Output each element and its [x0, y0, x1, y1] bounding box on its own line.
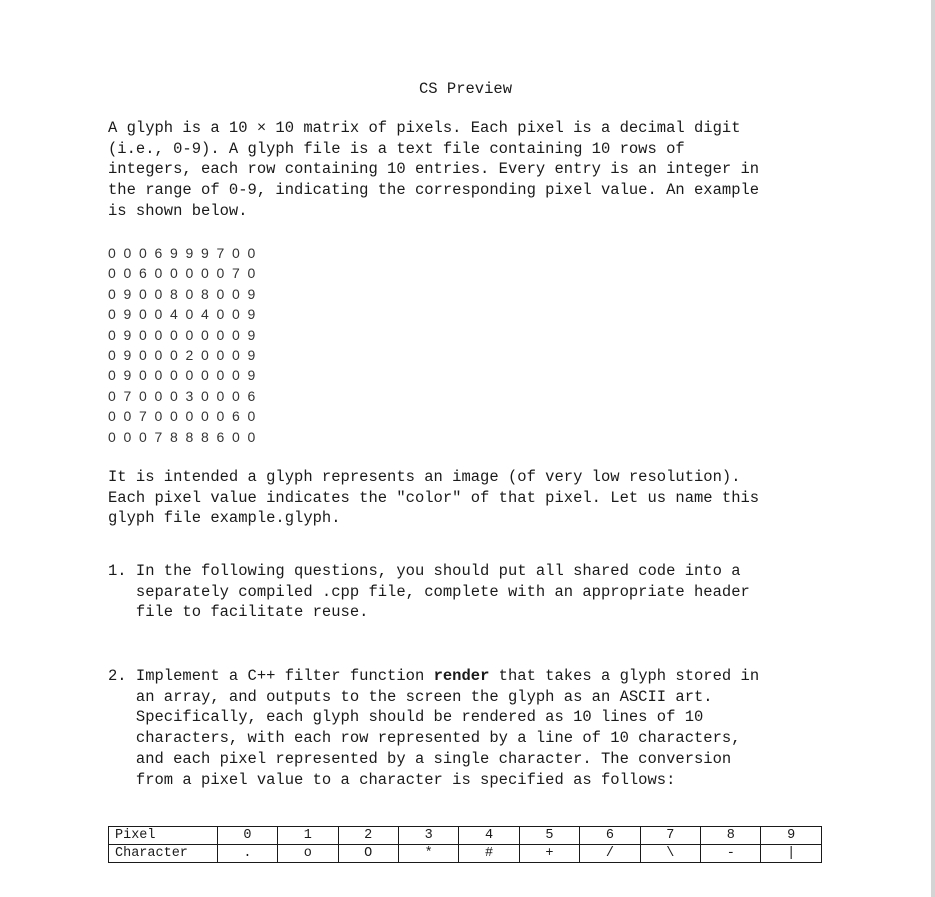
character-cell: *: [398, 845, 458, 863]
question-2-line: and each pixel represented by a single character. The conversion: [108, 749, 732, 768]
character-row: [109, 845, 822, 863]
page-edge: [931, 0, 935, 897]
page-title: CS Preview: [418, 80, 512, 98]
matrix-cell: 9: [201, 245, 209, 261]
question-2-line: from a pixel value to a character is specified as follows:: [108, 770, 676, 789]
matrix-cell: 0: [201, 387, 209, 404]
matrix-cell: 0: [108, 408, 116, 425]
question-2-prefix: 2. Implement a C++ filter function: [108, 667, 434, 685]
matrix-cell: 0: [185, 265, 194, 282]
matrix-cell: 0: [216, 326, 225, 343]
matrix-cell: 9: [123, 367, 132, 384]
matrix-row: [108, 345, 263, 365]
matrix-cell: 0: [108, 326, 116, 343]
matrix-cell: 0: [185, 367, 194, 384]
matrix-cell: 0: [201, 326, 209, 343]
matrix-cell: 0: [139, 245, 147, 261]
matrix-cell: 9: [123, 306, 132, 323]
matrix-cell: 7: [216, 245, 225, 261]
matrix-cell: 0: [108, 346, 116, 363]
matrix-cell: 9: [123, 285, 132, 302]
intro-line: (i.e., 0-9). A glyph file is a text file containing 10 rows of: [108, 139, 685, 158]
matrix-cell: 0: [232, 285, 240, 302]
pixel-value-cell: 0: [217, 827, 277, 845]
matrix-cell: 0: [123, 428, 132, 445]
matrix-cell: 7: [154, 428, 163, 445]
pixel-value-cell: 8: [701, 827, 761, 845]
matrix-row: [108, 284, 263, 304]
intro-line: the range of 0-9, indicating the corresponding pixel value. An example: [108, 181, 760, 200]
character-cell: \: [640, 845, 700, 863]
matrix-cell: 7: [139, 408, 147, 425]
matrix-cell: 0: [154, 408, 163, 425]
question-1-line: file to facilitate reuse.: [108, 603, 369, 622]
matrix-cell: 7: [123, 387, 132, 404]
matrix-cell: 0: [232, 387, 240, 404]
matrix-cell: 0: [216, 408, 225, 425]
matrix-row: [108, 263, 263, 283]
matrix-cell: 0: [154, 326, 163, 343]
matrix-cell: 4: [170, 306, 178, 323]
character-cell: /: [580, 845, 640, 863]
matrix-cell: 8: [201, 428, 209, 445]
matrix-row: [108, 406, 263, 426]
matrix-cell: 2: [185, 346, 194, 363]
matrix-cell: 0: [216, 387, 225, 404]
matrix-cell: 0: [247, 245, 256, 261]
matrix-cell: 0: [139, 306, 147, 323]
matrix-cell: 8: [201, 285, 209, 302]
matrix-cell: 9: [247, 306, 256, 323]
matrix-cell: 0: [170, 346, 178, 363]
matrix-cell: 0: [201, 265, 209, 282]
pixel-header: Pixel: [109, 827, 218, 845]
question-2-line: an array, and outputs to the screen the glyph as an ASCII art.: [108, 687, 713, 706]
matrix-cell: 0: [154, 367, 163, 384]
matrix-cell: 0: [108, 306, 116, 323]
pixel-value-cell: 4: [459, 827, 519, 845]
matrix-cell: 0: [185, 306, 194, 323]
matrix-cell: 0: [154, 346, 163, 363]
intro-line: integers, each row containing 10 entries. Every entry is an integer in: [108, 160, 760, 179]
matrix-cell: 0: [123, 265, 132, 282]
matrix-cell: 0: [154, 306, 163, 323]
matrix-cell: 0: [216, 346, 225, 363]
matrix-cell: 0: [139, 387, 147, 404]
matrix-cell: 9: [170, 245, 178, 261]
intro-line: is shown below.: [108, 201, 248, 220]
matrix-cell: 0: [123, 245, 132, 261]
matrix-cell: 0: [216, 265, 225, 282]
matrix-cell: 0: [139, 367, 147, 384]
intro-line: A glyph is a 10 × 10 matrix of pixels. Each pixel is a decimal digit: [108, 119, 741, 137]
matrix-row: [108, 325, 263, 345]
character-header: Character: [109, 845, 218, 863]
matrix-cell: 0: [201, 346, 209, 363]
matrix-cell: 0: [216, 285, 225, 302]
description-line: glyph file example.glyph.: [108, 509, 341, 528]
character-cell: o: [278, 845, 338, 863]
description-line: Each pixel value indicates the "color" of that pixel. Let us name this: [108, 488, 760, 507]
question-1-line: separately compiled .cpp file, complete with an appropriate header: [108, 582, 750, 601]
matrix-cell: 0: [108, 245, 116, 261]
matrix-cell: 0: [216, 367, 225, 384]
matrix-cell: 9: [247, 326, 256, 343]
matrix-row: [108, 304, 263, 324]
matrix-cell: 0: [247, 408, 256, 425]
matrix-cell: 0: [154, 265, 163, 282]
character-cell: #: [459, 845, 519, 863]
matrix-cell: 0: [170, 326, 178, 343]
matrix-row: [108, 365, 263, 385]
pixel-row: [109, 827, 822, 845]
matrix-cell: 0: [108, 428, 116, 445]
matrix-cell: 0: [247, 265, 256, 282]
matrix-cell: 0: [154, 387, 163, 404]
character-cell: |: [761, 845, 822, 863]
question-2-suffix: that takes a glyph stored in: [489, 667, 760, 685]
question-1-line: 1. In the following questions, you should put all shared code into a: [108, 562, 741, 580]
conversion-table: [108, 826, 822, 863]
question-2-line: [108, 666, 828, 687]
matrix-cell: 4: [201, 306, 209, 323]
matrix-cell: 6: [154, 245, 163, 261]
matrix-row: [108, 243, 263, 263]
matrix-cell: 9: [123, 346, 132, 363]
matrix-cell: 9: [247, 346, 256, 363]
matrix-cell: 9: [247, 367, 256, 384]
matrix-cell: 0: [123, 408, 132, 425]
matrix-cell: 0: [139, 285, 147, 302]
pixel-value-cell: 2: [338, 827, 398, 845]
pixel-value-cell: 3: [398, 827, 458, 845]
matrix-cell: 0: [185, 285, 194, 302]
matrix-cell: 0: [108, 265, 116, 282]
question-2-line: characters, with each row represented by a line of 10 characters,: [108, 729, 741, 748]
matrix-cell: 0: [108, 367, 116, 384]
matrix-cell: 7: [232, 265, 240, 282]
pixel-value-cell: 9: [761, 827, 822, 845]
matrix-cell: 0: [170, 265, 178, 282]
question-2-line: Specifically, each glyph should be rendered as 10 lines of 10: [108, 708, 704, 727]
matrix-cell: 0: [108, 285, 116, 302]
pixel-value-cell: 1: [278, 827, 338, 845]
matrix-cell: 8: [170, 285, 178, 302]
pixel-value-cell: 5: [519, 827, 579, 845]
matrix-cell: 0: [139, 326, 147, 343]
matrix-cell: 0: [170, 367, 178, 384]
character-cell: +: [519, 845, 579, 863]
matrix-cell: 0: [216, 306, 225, 323]
matrix-cell: 9: [185, 245, 194, 261]
character-cell: O: [338, 845, 398, 863]
matrix-cell: 0: [232, 428, 240, 445]
matrix-cell: 0: [185, 326, 194, 343]
matrix-cell: 0: [170, 387, 178, 404]
matrix-cell: 3: [185, 387, 194, 404]
render-function-name: render: [433, 667, 490, 685]
character-cell: .: [217, 845, 277, 863]
matrix-cell: 0: [170, 408, 178, 425]
matrix-cell: 0: [232, 245, 240, 261]
matrix-cell: 0: [139, 346, 147, 363]
character-cell: -: [701, 845, 761, 863]
description-line: It is intended a glyph represents an image (of very low resolution).: [108, 468, 741, 486]
example-glyph-matrix: [108, 243, 263, 447]
matrix-row: [108, 427, 263, 447]
matrix-cell: 9: [123, 326, 132, 343]
matrix-cell: 0: [139, 428, 147, 445]
pixel-value-cell: 6: [580, 827, 640, 845]
matrix-cell: 0: [232, 346, 240, 363]
matrix-cell: 6: [247, 387, 256, 404]
matrix-cell: 0: [108, 387, 116, 404]
matrix-cell: 0: [232, 326, 240, 343]
matrix-row: [108, 386, 263, 406]
matrix-cell: 8: [170, 428, 178, 445]
matrix-cell: 6: [216, 428, 225, 445]
matrix-cell: 8: [185, 428, 194, 445]
matrix-cell: 0: [232, 367, 240, 384]
matrix-cell: 0: [185, 408, 194, 425]
matrix-cell: 0: [232, 306, 240, 323]
matrix-cell: 0: [247, 428, 256, 445]
matrix-cell: 6: [139, 265, 147, 282]
matrix-cell: 0: [201, 367, 209, 384]
matrix-cell: 6: [232, 408, 240, 425]
pixel-value-cell: 7: [640, 827, 700, 845]
matrix-cell: 0: [201, 408, 209, 425]
matrix-cell: 9: [247, 285, 256, 302]
matrix-cell: 0: [154, 285, 163, 302]
